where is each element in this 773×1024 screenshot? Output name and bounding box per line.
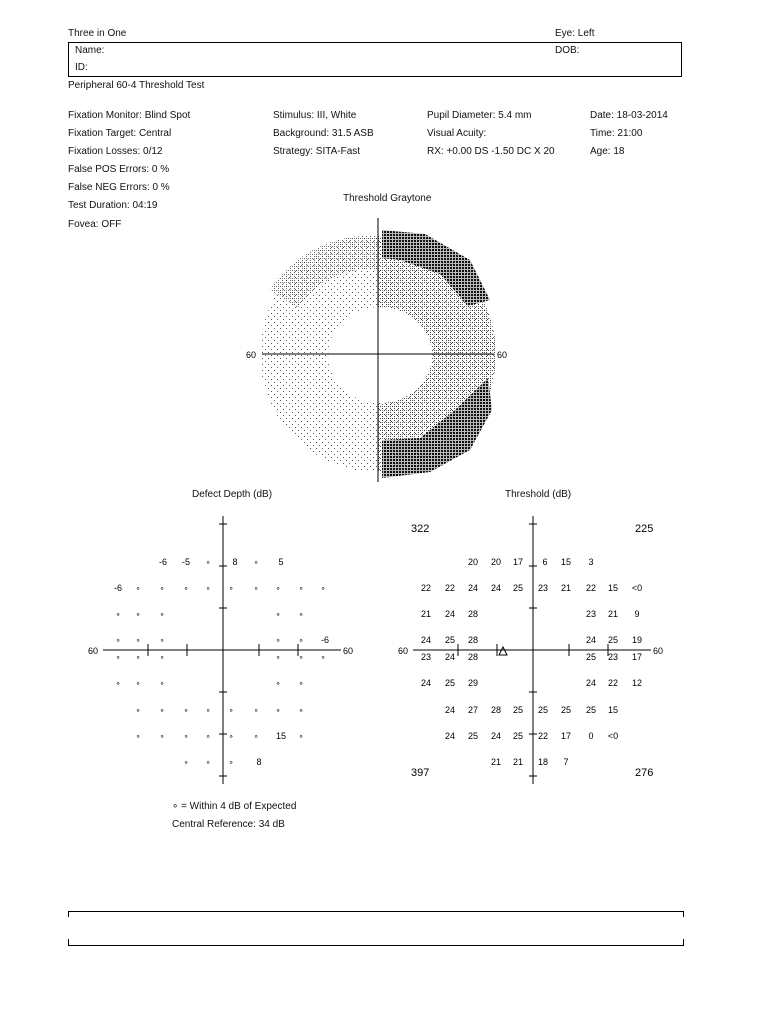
threshold-value: 19 — [631, 635, 643, 645]
defect-right-label: 60 — [343, 646, 354, 656]
test-time: Time: 21:00 — [590, 128, 643, 139]
defect-value: 8 — [256, 757, 262, 767]
threshold-value: <0 — [631, 583, 643, 593]
threshold-value: 15 — [607, 705, 619, 715]
threshold-value: 25 — [444, 678, 456, 688]
defect-value: ∘ — [320, 653, 326, 662]
threshold-value: 24 — [444, 609, 456, 619]
rx: RX: +0.00 DS -1.50 DC X 20 — [427, 146, 555, 157]
dob-label: DOB: — [555, 45, 580, 56]
defect-value: ∘ — [298, 584, 304, 593]
threshold-value: 20 — [490, 557, 502, 567]
defect-value: ∘ — [298, 653, 304, 662]
fixation-monitor: Fixation Monitor: Blind Spot — [68, 110, 191, 121]
defect-value: ∘ — [159, 636, 165, 645]
threshold-value: 17 — [560, 731, 572, 741]
defect-value: ∘ — [159, 653, 165, 662]
threshold-value: 15 — [607, 583, 619, 593]
defect-value: -6 — [320, 635, 330, 645]
threshold-value: 25 — [537, 705, 549, 715]
defect-value: ∘ — [135, 653, 141, 662]
defect-value: ∘ — [183, 584, 189, 593]
defect-value: ∘ — [275, 636, 281, 645]
defect-value: ∘ — [275, 584, 281, 593]
threshold-value: 23 — [537, 583, 549, 593]
defect-value: ∘ — [205, 584, 211, 593]
test-date: Date: 18-03-2014 — [590, 110, 668, 121]
threshold-value: 25 — [512, 731, 524, 741]
defect-value: ∘ — [205, 758, 211, 767]
defect-value: ∘ — [298, 636, 304, 645]
test-duration: Test Duration: 04:19 — [68, 200, 158, 211]
defect-value: ∘ — [298, 610, 304, 619]
threshold-right-label: 60 — [653, 646, 664, 656]
stimulus: Stimulus: III, White — [273, 110, 357, 121]
threshold-value: 21 — [560, 583, 572, 593]
threshold-value: 18 — [537, 757, 549, 767]
threshold-value: 24 — [444, 705, 456, 715]
graytone-title: Threshold Graytone — [343, 193, 432, 204]
fixation-losses: Fixation Losses: 0/12 — [68, 146, 163, 157]
defect-plot — [85, 510, 365, 790]
threshold-value: 24 — [585, 635, 597, 645]
defect-value: ∘ — [298, 706, 304, 715]
threshold-value: 22 — [585, 583, 597, 593]
footer-line-top — [68, 911, 684, 912]
defect-value: ∘ — [275, 653, 281, 662]
threshold-value: 23 — [607, 652, 619, 662]
threshold-value: 28 — [490, 705, 502, 715]
threshold-corner-tl: 322 — [411, 523, 430, 535]
threshold-corner-tr: 225 — [635, 523, 654, 535]
pupil-diameter: Pupil Diameter: 5.4 mm — [427, 110, 532, 121]
background: Background: 31.5 ASB — [273, 128, 374, 139]
defect-value: ∘ — [183, 732, 189, 741]
threshold-corner-bl: 397 — [411, 767, 430, 779]
defect-value: ∘ — [135, 732, 141, 741]
threshold-value: 17 — [512, 557, 524, 567]
threshold-title: Threshold (dB) — [505, 489, 572, 500]
threshold-value: 28 — [467, 609, 479, 619]
defect-value: ∘ — [135, 706, 141, 715]
defect-values — [114, 557, 329, 767]
defect-value: ∘ — [228, 758, 234, 767]
threshold-value: 22 — [607, 678, 619, 688]
threshold-value: 12 — [631, 678, 643, 688]
defect-title: Defect Depth (dB) — [192, 489, 273, 500]
defect-left-label: 60 — [88, 646, 99, 656]
fixation-target: Fixation Target: Central — [68, 128, 172, 139]
info-col1 — [68, 107, 190, 215]
defect-value: ∘ — [275, 679, 281, 688]
defect-value: ∘ — [298, 732, 304, 741]
threshold-value: 28 — [467, 652, 479, 662]
threshold-value: 24 — [490, 583, 502, 593]
threshold-value: 17 — [631, 652, 643, 662]
fovea-status: Fovea: OFF — [68, 219, 122, 230]
defect-value: ∘ — [115, 653, 121, 662]
threshold-value: <0 — [607, 731, 619, 741]
info-col2 — [273, 107, 374, 161]
defect-value: ∘ — [320, 584, 326, 593]
defect-value: ∘ — [115, 679, 121, 688]
threshold-value: 24 — [444, 652, 456, 662]
threshold-value: 25 — [585, 652, 597, 662]
threshold-value: 15 — [560, 557, 572, 567]
threshold-values — [421, 557, 642, 767]
defect-value: ∘ — [205, 732, 211, 741]
defect-value: ∘ — [135, 610, 141, 619]
footer-tick — [683, 939, 684, 945]
threshold-value: 25 — [444, 635, 456, 645]
blind-spot-triangle-icon — [499, 647, 507, 655]
legend-symbol: ∘ = Within 4 dB of Expected — [172, 801, 297, 812]
threshold-value: 24 — [420, 678, 432, 688]
defect-value: ∘ — [298, 679, 304, 688]
threshold-value: 21 — [490, 757, 502, 767]
defect-value: ∘ — [205, 706, 211, 715]
threshold-value: 6 — [542, 557, 548, 567]
threshold-value: 21 — [420, 609, 432, 619]
defect-value: 15 — [275, 731, 287, 741]
program-name: Three in One — [68, 28, 127, 39]
threshold-value: 25 — [585, 705, 597, 715]
threshold-value: 24 — [444, 731, 456, 741]
defect-value: ∘ — [159, 706, 165, 715]
threshold-corner-br: 276 — [635, 767, 654, 779]
defect-value: ∘ — [183, 758, 189, 767]
graytone-plot — [240, 210, 520, 490]
threshold-value: 22 — [420, 583, 432, 593]
threshold-value: 29 — [467, 678, 479, 688]
footer-tick — [683, 911, 684, 917]
defect-value: -6 — [113, 583, 123, 593]
threshold-value: 27 — [467, 705, 479, 715]
threshold-value: 24 — [467, 583, 479, 593]
central-reference: Central Reference: 34 dB — [172, 819, 285, 830]
id-label: ID: — [75, 62, 88, 73]
threshold-value: 23 — [420, 652, 432, 662]
name-label: Name: — [75, 45, 105, 56]
threshold-value: 24 — [585, 678, 597, 688]
visual-acuity: Visual Acuity: — [427, 128, 487, 139]
threshold-value: 25 — [512, 705, 524, 715]
footer-line-bottom — [68, 945, 684, 946]
threshold-value: 21 — [607, 609, 619, 619]
defect-value: ∘ — [205, 558, 211, 567]
defect-value: ∘ — [228, 732, 234, 741]
strategy: Strategy: SITA-Fast — [273, 146, 361, 157]
defect-value: ∘ — [253, 732, 259, 741]
defect-value: 5 — [278, 557, 284, 567]
patient-age: Age: 18 — [590, 146, 625, 157]
defect-value: -6 — [158, 557, 168, 567]
threshold-value: 7 — [563, 757, 569, 767]
defect-value: ∘ — [253, 706, 259, 715]
threshold-value: 21 — [512, 757, 524, 767]
threshold-value: 20 — [467, 557, 479, 567]
defect-value: ∘ — [159, 584, 165, 593]
defect-value: ∘ — [115, 636, 121, 645]
threshold-value: 24 — [490, 731, 502, 741]
threshold-value: 22 — [537, 731, 549, 741]
defect-value: 8 — [232, 557, 238, 567]
graytone-right-label: 60 — [497, 350, 508, 360]
threshold-value: 25 — [512, 583, 524, 593]
test-name: Peripheral 60-4 Threshold Test — [68, 80, 205, 91]
defect-value: ∘ — [275, 706, 281, 715]
threshold-value: 3 — [588, 557, 594, 567]
defect-value: ∘ — [115, 610, 121, 619]
defect-value: ∘ — [159, 732, 165, 741]
defect-value: ∘ — [135, 679, 141, 688]
threshold-value: 9 — [634, 609, 640, 619]
defect-value: ∘ — [183, 706, 189, 715]
threshold-value: 25 — [607, 635, 619, 645]
defect-value: ∘ — [159, 610, 165, 619]
threshold-value: 22 — [444, 583, 456, 593]
defect-value: ∘ — [228, 706, 234, 715]
defect-value: ∘ — [159, 679, 165, 688]
threshold-value: 24 — [420, 635, 432, 645]
threshold-value: 23 — [585, 609, 597, 619]
info-col3 — [427, 107, 555, 161]
info-col4 — [590, 107, 668, 161]
threshold-plot — [395, 510, 675, 790]
threshold-value: 25 — [560, 705, 572, 715]
threshold-value: 25 — [467, 731, 479, 741]
threshold-left-label: 60 — [398, 646, 409, 656]
false-pos-errors: False POS Errors: 0 % — [68, 164, 170, 175]
footer-tick — [68, 939, 69, 945]
defect-value: ∘ — [135, 636, 141, 645]
defect-value: ∘ — [253, 584, 259, 593]
threshold-value: 0 — [588, 731, 594, 741]
defect-value: ∘ — [135, 584, 141, 593]
defect-value: ∘ — [253, 558, 259, 567]
defect-value: ∘ — [275, 610, 281, 619]
eye-label: Eye: Left — [555, 28, 595, 39]
threshold-value: 28 — [467, 635, 479, 645]
patient-box — [68, 42, 682, 77]
defect-value: ∘ — [228, 584, 234, 593]
false-neg-errors: False NEG Errors: 0 % — [68, 182, 170, 193]
defect-value: -5 — [181, 557, 191, 567]
graytone-left-label: 60 — [246, 350, 257, 360]
footer-tick — [68, 911, 69, 917]
